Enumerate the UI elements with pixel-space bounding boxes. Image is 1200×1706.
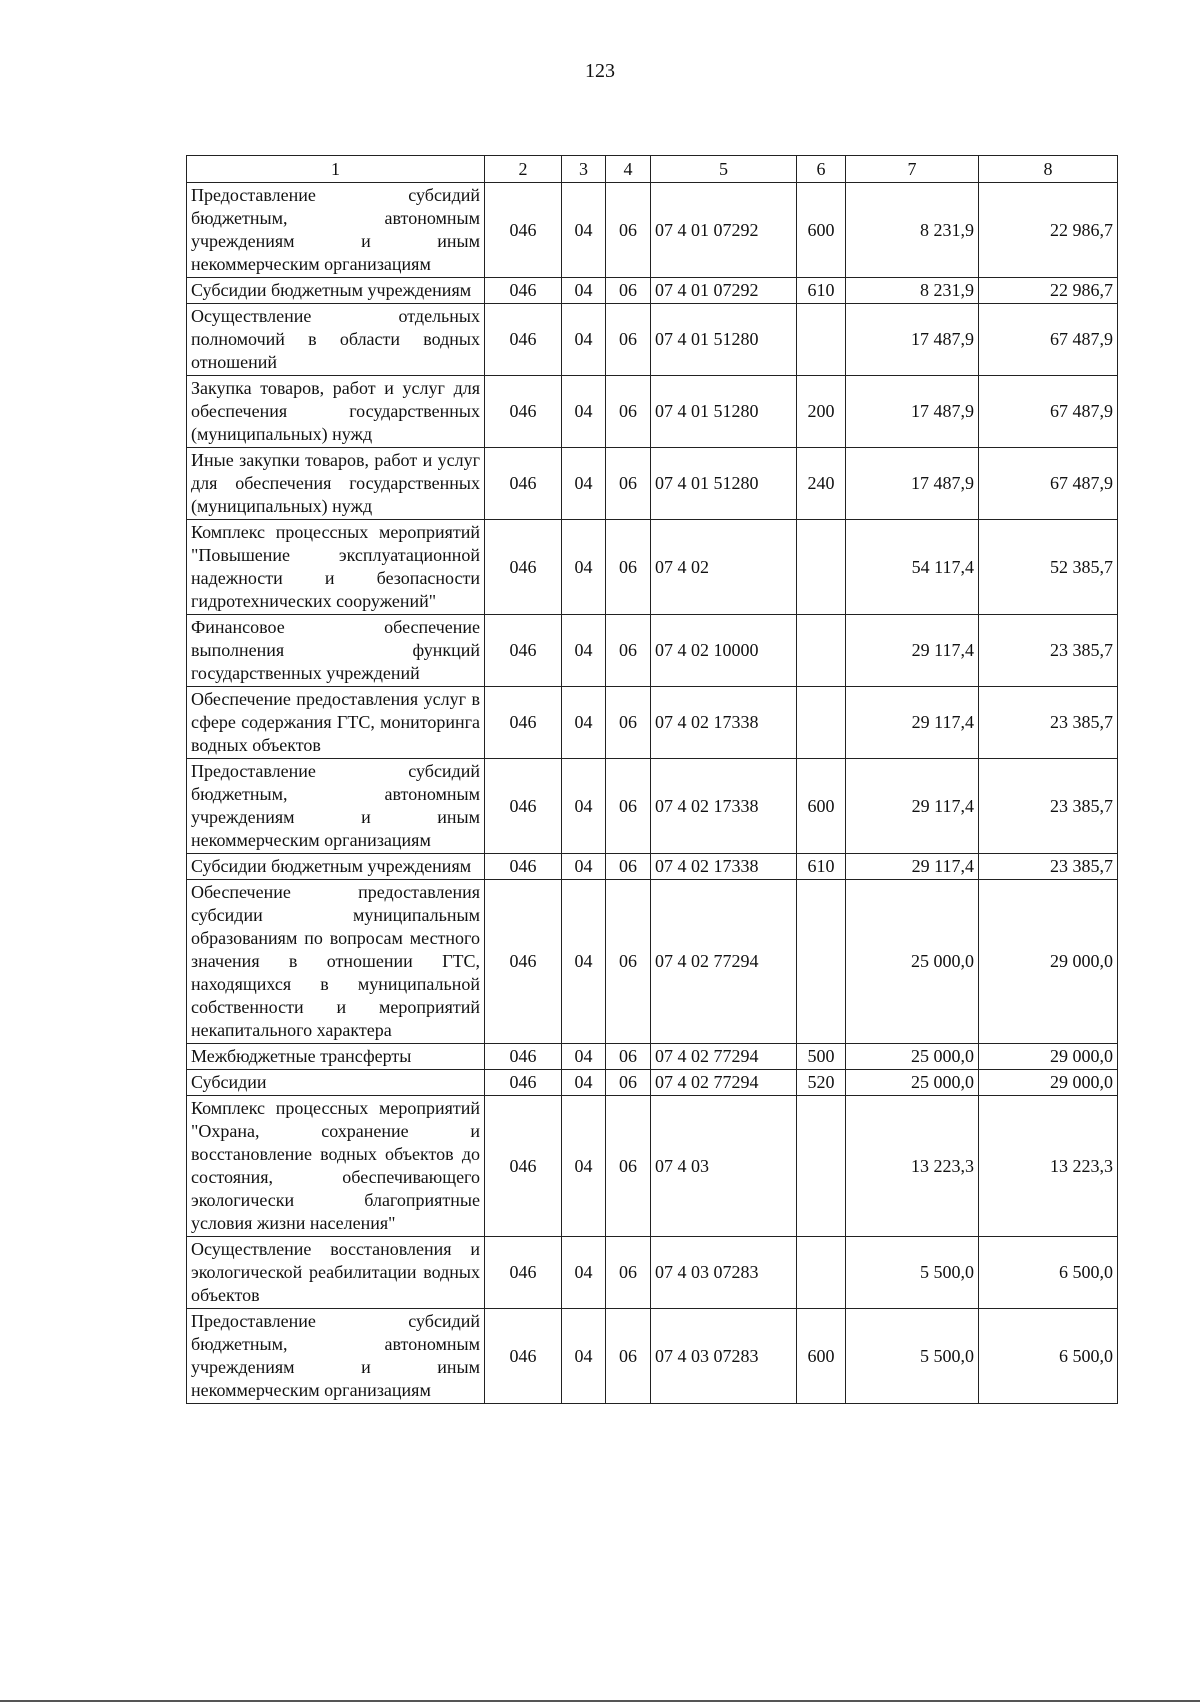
target-article-cell: 07 4 02 17338 <box>651 854 797 880</box>
row-name-cell: Осуществление отдельных полномочий в области водных отношений <box>187 304 485 376</box>
target-article-cell: 07 4 03 07283 <box>651 1309 797 1404</box>
table-row <box>187 448 1118 520</box>
column-header: 1 <box>187 156 485 183</box>
expense-type-cell <box>797 520 846 615</box>
expense-type-cell <box>797 1096 846 1237</box>
target-article-cell: 07 4 01 51280 <box>651 448 797 520</box>
amount-year1-cell: 25 000,0 <box>846 1070 979 1096</box>
row-name-cell: Закупка товаров, работ и услуг для обеспечения государственных (муниципальных) нужд <box>187 376 485 448</box>
table-row <box>187 759 1118 854</box>
amount-year2-cell: 6 500,0 <box>979 1237 1118 1309</box>
expense-type-cell <box>797 1237 846 1309</box>
expense-type-cell: 240 <box>797 448 846 520</box>
subsection-code-cell: 06 <box>606 520 651 615</box>
amount-year2-cell: 29 000,0 <box>979 1044 1118 1070</box>
table-row <box>187 1309 1118 1404</box>
amount-year1-cell: 8 231,9 <box>846 183 979 278</box>
subsection-code-cell: 06 <box>606 854 651 880</box>
amount-year1-cell: 29 117,4 <box>846 687 979 759</box>
page-bottom-rule <box>0 1700 1200 1702</box>
ministry-code-cell: 046 <box>485 1309 562 1404</box>
table-row <box>187 278 1118 304</box>
subsection-code-cell: 06 <box>606 1044 651 1070</box>
row-name-cell: Субсидии бюджетным учреждениям <box>187 854 485 880</box>
table-row <box>187 376 1118 448</box>
table-row <box>187 687 1118 759</box>
amount-year2-cell: 23 385,7 <box>979 615 1118 687</box>
expense-type-cell: 600 <box>797 1309 846 1404</box>
ministry-code-cell: 046 <box>485 304 562 376</box>
subsection-code-cell: 06 <box>606 1237 651 1309</box>
table-row <box>187 183 1118 278</box>
row-name-cell: Иные закупки товаров, работ и услуг для обеспечения государственных (муниципальных) нужд <box>187 448 485 520</box>
expense-type-cell <box>797 615 846 687</box>
target-article-cell: 07 4 02 17338 <box>651 759 797 854</box>
row-name-cell: Финансовое обеспечение выполнения функций государственных учреждений <box>187 615 485 687</box>
subsection-code-cell: 06 <box>606 1309 651 1404</box>
amount-year2-cell: 29 000,0 <box>979 880 1118 1044</box>
amount-year1-cell: 54 117,4 <box>846 520 979 615</box>
row-name-cell: Субсидии бюджетным учреждениям <box>187 278 485 304</box>
amount-year2-cell: 67 487,9 <box>979 448 1118 520</box>
section-code-cell: 04 <box>562 615 606 687</box>
amount-year1-cell: 17 487,9 <box>846 376 979 448</box>
subsection-code-cell: 06 <box>606 687 651 759</box>
amount-year1-cell: 29 117,4 <box>846 759 979 854</box>
subsection-code-cell: 06 <box>606 376 651 448</box>
table-row <box>187 880 1118 1044</box>
amount-year1-cell: 5 500,0 <box>846 1237 979 1309</box>
target-article-cell: 07 4 01 07292 <box>651 278 797 304</box>
subsection-code-cell: 06 <box>606 304 651 376</box>
section-code-cell: 04 <box>562 687 606 759</box>
expense-type-cell: 610 <box>797 278 846 304</box>
budget-table <box>186 155 1118 1404</box>
ministry-code-cell: 046 <box>485 1237 562 1309</box>
ministry-code-cell: 046 <box>485 1070 562 1096</box>
amount-year2-cell: 23 385,7 <box>979 687 1118 759</box>
page-number: 123 <box>585 60 615 82</box>
amount-year1-cell: 13 223,3 <box>846 1096 979 1237</box>
ministry-code-cell: 046 <box>485 1044 562 1070</box>
table-row <box>187 1044 1118 1070</box>
amount-year2-cell: 23 385,7 <box>979 759 1118 854</box>
table-row <box>187 520 1118 615</box>
amount-year1-cell: 5 500,0 <box>846 1309 979 1404</box>
target-article-cell: 07 4 02 77294 <box>651 1044 797 1070</box>
table-row <box>187 615 1118 687</box>
amount-year2-cell: 67 487,9 <box>979 304 1118 376</box>
amount-year2-cell: 29 000,0 <box>979 1070 1118 1096</box>
expense-type-cell: 500 <box>797 1044 846 1070</box>
ministry-code-cell: 046 <box>485 687 562 759</box>
ministry-code-cell: 046 <box>485 520 562 615</box>
expense-type-cell: 520 <box>797 1070 846 1096</box>
target-article-cell: 07 4 03 07283 <box>651 1237 797 1309</box>
subsection-code-cell: 06 <box>606 880 651 1044</box>
subsection-code-cell: 06 <box>606 1096 651 1237</box>
amount-year2-cell: 6 500,0 <box>979 1309 1118 1404</box>
ministry-code-cell: 046 <box>485 880 562 1044</box>
column-header: 4 <box>606 156 651 183</box>
amount-year2-cell: 52 385,7 <box>979 520 1118 615</box>
section-code-cell: 04 <box>562 183 606 278</box>
expense-type-cell: 200 <box>797 376 846 448</box>
column-header: 6 <box>797 156 846 183</box>
target-article-cell: 07 4 02 10000 <box>651 615 797 687</box>
target-article-cell: 07 4 03 <box>651 1096 797 1237</box>
ministry-code-cell: 046 <box>485 615 562 687</box>
section-code-cell: 04 <box>562 520 606 615</box>
amount-year1-cell: 29 117,4 <box>846 615 979 687</box>
target-article-cell: 07 4 01 51280 <box>651 304 797 376</box>
section-code-cell: 04 <box>562 1044 606 1070</box>
amount-year1-cell: 17 487,9 <box>846 448 979 520</box>
ministry-code-cell: 046 <box>485 376 562 448</box>
row-name-cell: Предоставление субсидий бюджетным, автономным учреждениям и иным некоммерческим организациям <box>187 759 485 854</box>
target-article-cell: 07 4 01 51280 <box>651 376 797 448</box>
amount-year1-cell: 17 487,9 <box>846 304 979 376</box>
subsection-code-cell: 06 <box>606 615 651 687</box>
ministry-code-cell: 046 <box>485 183 562 278</box>
amount-year1-cell: 25 000,0 <box>846 1044 979 1070</box>
table-row <box>187 1070 1118 1096</box>
section-code-cell: 04 <box>562 854 606 880</box>
section-code-cell: 04 <box>562 759 606 854</box>
ministry-code-cell: 046 <box>485 278 562 304</box>
section-code-cell: 04 <box>562 1096 606 1237</box>
subsection-code-cell: 06 <box>606 448 651 520</box>
subsection-code-cell: 06 <box>606 278 651 304</box>
section-code-cell: 04 <box>562 376 606 448</box>
table-row <box>187 1096 1118 1237</box>
column-header: 3 <box>562 156 606 183</box>
section-code-cell: 04 <box>562 1309 606 1404</box>
ministry-code-cell: 046 <box>485 854 562 880</box>
amount-year1-cell: 29 117,4 <box>846 854 979 880</box>
target-article-cell: 07 4 02 <box>651 520 797 615</box>
table-row <box>187 854 1118 880</box>
ministry-code-cell: 046 <box>485 448 562 520</box>
row-name-cell: Комплекс процессных мероприятий "Охрана, сохранение и восстановление водных объектов до состояния, обеспечивающего экологически благоприятные условия жизни населения" <box>187 1096 485 1237</box>
amount-year2-cell: 22 986,7 <box>979 278 1118 304</box>
row-name-cell: Комплекс процессных мероприятий "Повышение эксплуатационной надежности и безопасности гидротехнических сооружений" <box>187 520 485 615</box>
expense-type-cell: 610 <box>797 854 846 880</box>
expense-type-cell <box>797 304 846 376</box>
target-article-cell: 07 4 02 17338 <box>651 687 797 759</box>
subsection-code-cell: 06 <box>606 183 651 278</box>
section-code-cell: 04 <box>562 448 606 520</box>
amount-year1-cell: 25 000,0 <box>846 880 979 1044</box>
target-article-cell: 07 4 02 77294 <box>651 880 797 1044</box>
column-header: 8 <box>979 156 1118 183</box>
target-article-cell: 07 4 01 07292 <box>651 183 797 278</box>
row-name-cell: Обеспечение предоставления субсидии муниципальным образованиям по вопросам местного значения в отношении ГТС, находящихся в муниципальной собственности и мероприятий некапитального характера <box>187 880 485 1044</box>
amount-year2-cell: 13 223,3 <box>979 1096 1118 1237</box>
amount-year2-cell: 22 986,7 <box>979 183 1118 278</box>
section-code-cell: 04 <box>562 278 606 304</box>
subsection-code-cell: 06 <box>606 759 651 854</box>
table-row <box>187 304 1118 376</box>
column-header: 5 <box>651 156 797 183</box>
amount-year2-cell: 23 385,7 <box>979 854 1118 880</box>
expense-type-cell: 600 <box>797 183 846 278</box>
row-name-cell: Предоставление субсидий бюджетным, автономным учреждениям и иным некоммерческим организациям <box>187 1309 485 1404</box>
row-name-cell: Межбюджетные трансферты <box>187 1044 485 1070</box>
target-article-cell: 07 4 02 77294 <box>651 1070 797 1096</box>
row-name-cell: Обеспечение предоставления услуг в сфере содержания ГТС, мониторинга водных объектов <box>187 687 485 759</box>
subsection-code-cell: 06 <box>606 1070 651 1096</box>
expense-type-cell <box>797 687 846 759</box>
ministry-code-cell: 046 <box>485 759 562 854</box>
row-name-cell: Субсидии <box>187 1070 485 1096</box>
section-code-cell: 04 <box>562 880 606 1044</box>
expense-type-cell: 600 <box>797 759 846 854</box>
table-header-row <box>187 156 1118 183</box>
column-header: 7 <box>846 156 979 183</box>
table-body <box>187 156 1118 1404</box>
section-code-cell: 04 <box>562 1237 606 1309</box>
expense-type-cell <box>797 880 846 1044</box>
table-row <box>187 1237 1118 1309</box>
section-code-cell: 04 <box>562 1070 606 1096</box>
row-name-cell: Осуществление восстановления и экологической реабилитации водных объектов <box>187 1237 485 1309</box>
section-code-cell: 04 <box>562 304 606 376</box>
ministry-code-cell: 046 <box>485 1096 562 1237</box>
amount-year1-cell: 8 231,9 <box>846 278 979 304</box>
row-name-cell: Предоставление субсидий бюджетным, автономным учреждениям и иным некоммерческим организациям <box>187 183 485 278</box>
column-header: 2 <box>485 156 562 183</box>
amount-year2-cell: 67 487,9 <box>979 376 1118 448</box>
